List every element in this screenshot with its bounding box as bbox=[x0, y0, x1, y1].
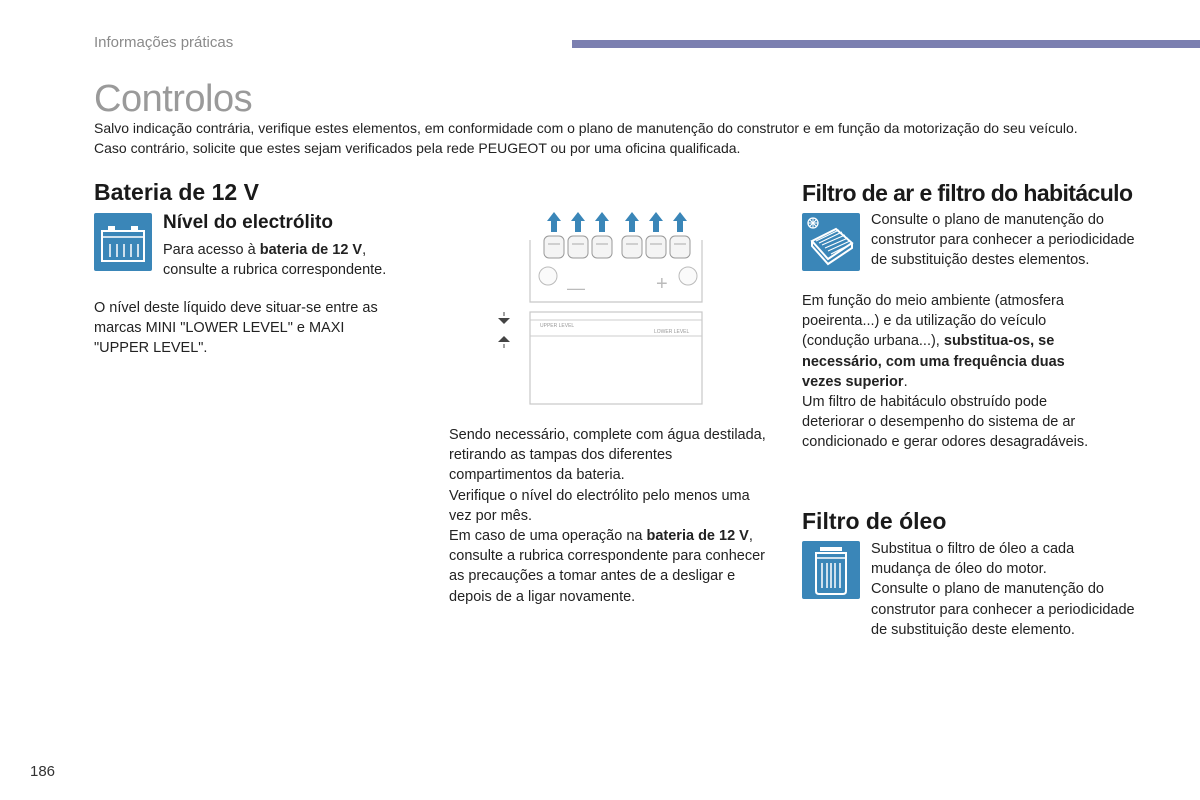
access-text-post: , bbox=[362, 242, 367, 258]
oil-filter-heading: Filtro de óleo bbox=[802, 508, 947, 534]
oil-filter-text-1: Substitua o filtro de óleo a cada mudança de óleo do motor. bbox=[871, 541, 1075, 578]
access-text-line2: consulte a rubrica correspondente. bbox=[163, 262, 387, 279]
operation-text bbox=[449, 526, 769, 607]
oil-filter-text bbox=[871, 539, 1136, 640]
section-label: Informações práticas bbox=[94, 34, 234, 51]
operation-text-bold: bateria de 12 V bbox=[646, 528, 749, 545]
access-text-bold: bateria de 12 V bbox=[259, 242, 363, 258]
operation-text-post: , consulte a rubrica correspondente para conhecer as precauções a tomar antes de a desligar e depois de a ligar novamente. bbox=[449, 528, 765, 605]
minus-terminal-label: — bbox=[567, 278, 585, 298]
battery-icon bbox=[94, 213, 152, 271]
air-filter-text-block bbox=[802, 291, 1102, 453]
oil-filter-icon bbox=[802, 541, 860, 599]
header-accent-bar bbox=[572, 40, 1200, 48]
battery-maintenance-text bbox=[449, 425, 769, 607]
lower-level-label: LOWER LEVEL bbox=[654, 329, 690, 335]
intro-line-2: Caso contrário, solicite que estes sejam verificados pela rede PEUGEOT ou por uma oficina qualificada. bbox=[94, 140, 741, 156]
refill-text: Sendo necessário, complete com água destilada, retirando as tampas dos diferentes compartimentos da bateria. bbox=[449, 427, 766, 484]
air-filter-text-2 bbox=[802, 291, 1102, 392]
air-filter-heading: Filtro de ar e filtro do habitáculo bbox=[802, 180, 1133, 206]
page-number: 186 bbox=[30, 763, 56, 780]
level-text: O nível deste líquido deve situar-se entre as marcas MINI "LOWER LEVEL" e MAXI "UPPER LEVEL". bbox=[94, 300, 378, 357]
air-filter-icon bbox=[802, 213, 860, 271]
plus-terminal-label: + bbox=[656, 273, 668, 295]
oil-filter-text-2: Consulte o plano de manutenção do construtor para conhecer a periodicidade de substituição deste elemento. bbox=[871, 581, 1135, 638]
check-text: Verifique o nível do electrólito pelo menos uma vez por mês. bbox=[449, 487, 750, 524]
operation-text-pre: Em caso de uma operação na bbox=[449, 528, 647, 545]
battery-diagram bbox=[494, 212, 714, 412]
intro-text bbox=[94, 118, 1174, 158]
page-title: Controlos bbox=[94, 78, 253, 120]
access-text-pre: Para acesso à bbox=[163, 242, 260, 258]
upper-level-label: UPPER LEVEL bbox=[540, 323, 575, 329]
electrolyte-subheading: Nível do electrólito bbox=[163, 212, 333, 233]
air-filter-text-2-post: . bbox=[903, 373, 908, 390]
air-filter-text-2-pre: Em função do meio ambiente (atmosfera poeirenta...) e da utilização do veículo (condução urbana...), bbox=[802, 293, 1064, 350]
air-filter-text-1: Consulte o plano de manutenção do construtor para conhecer a periodicidade de substituição destes elementos. bbox=[871, 212, 1135, 269]
battery-heading: Bateria de 12 V bbox=[94, 179, 259, 205]
air-filter-text-2-bold: substitua-os, se necessário, com uma frequência duas vezes superior bbox=[802, 333, 1065, 390]
intro-line-1: Salvo indicação contrária, verifique estes elementos, em conformidade com o plano de manutenção do construtor e em função da motorização do seu veículo. bbox=[94, 120, 1078, 136]
battery-access-text bbox=[163, 240, 423, 280]
air-filter-text-3: Um filtro de habitáculo obstruído pode deteriorar o desempenho do sistema de ar condicionado e gerar odores desagradáveis. bbox=[802, 394, 1089, 451]
